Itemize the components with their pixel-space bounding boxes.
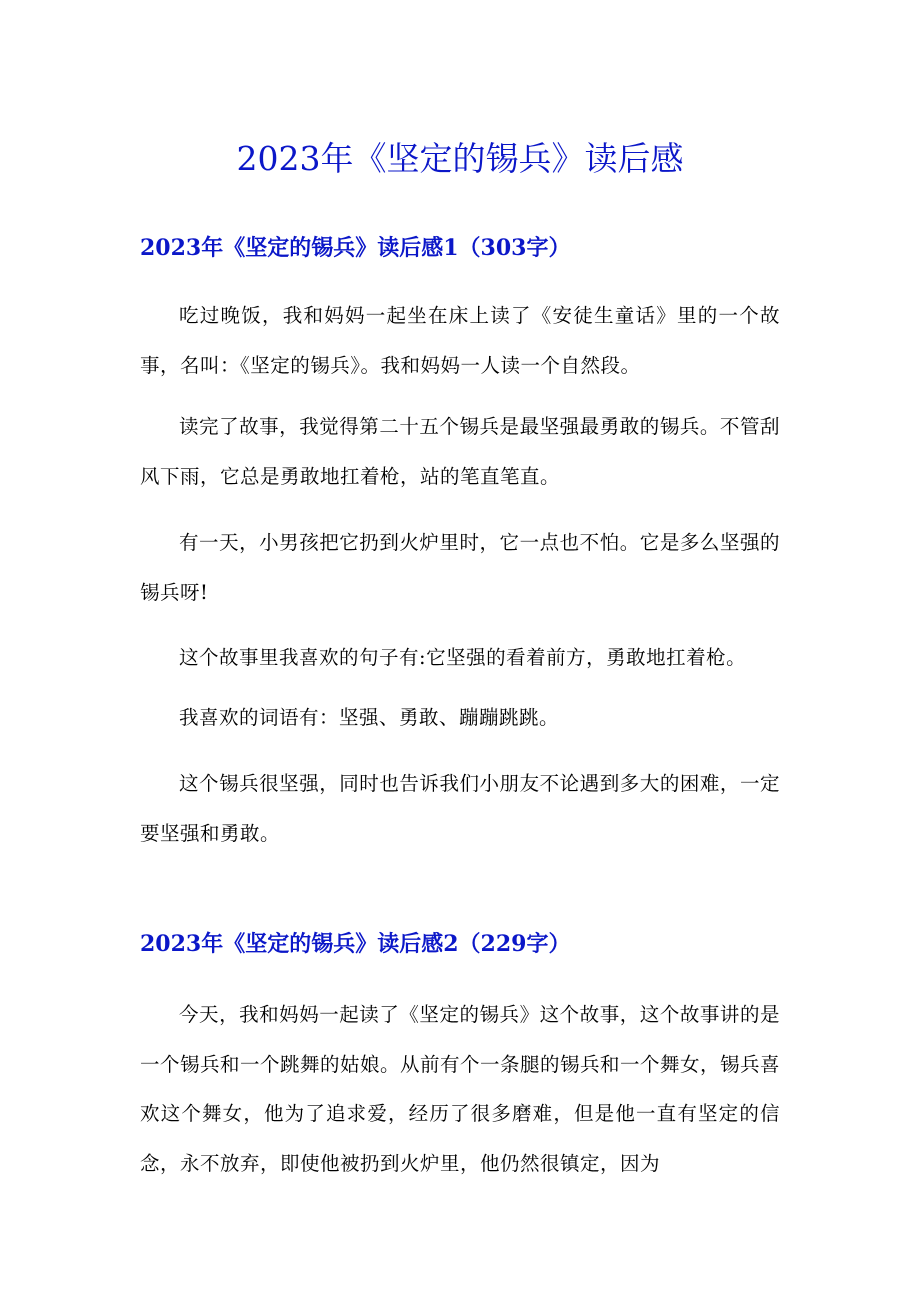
paragraph: 有一天，小男孩把它扔到火炉里时，它一点也不怕。它是多么坚强的锡兵呀! — [140, 531, 780, 604]
paragraph: 读完了故事，我觉得第二十五个锡兵是最坚强最勇敢的锡兵。不管刮风下雨，它总是勇敢地扛着枪，站的笔直笔直。 — [140, 415, 780, 488]
paragraph: 这个锡兵很坚强，同时也告诉我们小朋友不论遇到多大的困难，一定要坚强和勇敢。 — [140, 772, 780, 845]
document-title: 2023年《坚定的锡兵》读后感 — [236, 139, 684, 178]
section-heading-2: 2023年《坚定的锡兵》读后感2（229字） — [140, 931, 571, 957]
paragraph: 这个故事里我喜欢的句子有:它坚强的看着前方，勇敢地扛着枪。 — [179, 646, 747, 669]
section-heading-1: 2023年《坚定的锡兵》读后感1（303字） — [140, 235, 571, 261]
paragraph: 我喜欢的词语有：坚强、勇敢、蹦蹦跳跳。 — [179, 706, 560, 729]
paragraph: 今天，我和妈妈一起读了《坚定的锡兵》这个故事，这个故事讲的是一个锡兵和一个跳舞的姑娘。从前有个一条腿的锡兵和一个舞女，锡兵喜欢这个舞女，他为了追求爱，经历了很多磨难，但是他一直有坚定的信念，永不放弃，即使他被扔到火炉里，他仍然很镇定，因为 — [140, 1003, 781, 1175]
paragraph: 吃过晚饭，我和妈妈一起坐在床上读了《安徒生童话》里的一个故事，名叫：《坚定的锡兵》。我和妈妈一人读一个自然段。 — [140, 304, 780, 377]
